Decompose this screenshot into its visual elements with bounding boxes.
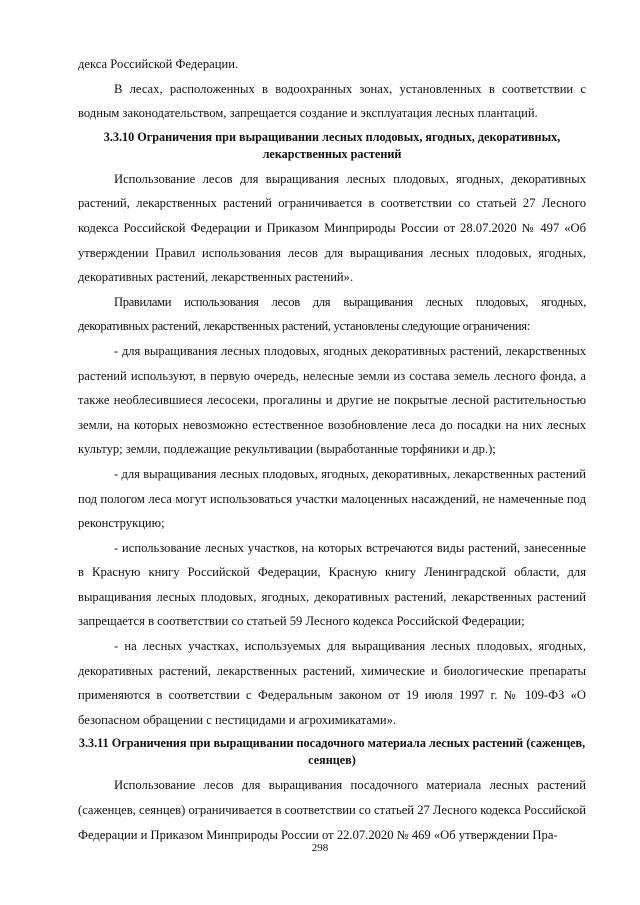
section-heading-3-3-10: 3.3.10 Ограничения при выращивании лесных плодовых, ягодных, декоративных, лекарственных растений bbox=[103, 129, 561, 161]
paragraph: декса Российской Федерации. bbox=[78, 57, 239, 71]
paragraph: Использование лесов для выращивания лесных плодовых, ягодных, декоративных растений, лекарственных растений ограничивается в соответствии со статьей 27 Лесного кодекса Российской Федерации и Приказом Минприроды России от 28.07.2020 № 497 «Об утверждении Правил использования лесов для выращивания лесных плодовых, ягодных, декоративных растений, лекарственных растений». bbox=[78, 171, 586, 285]
text-block bbox=[78, 52, 586, 847]
paragraph: - использование лесных участков, на которых встречаются виды растений, занесенные в Красную книгу Российской Федерации, Красную книгу Ленинградской области, для выращивания лесных плодовых, ягодных, декоративных растений, лекарственных растений запрещается в соответствии со статьей 59 Лесного кодекса Российской Федерации; bbox=[78, 540, 586, 629]
intro-paragraphs bbox=[78, 52, 586, 126]
section-heading-3-3-11: 3.3.11 Ограничения при выращивании посадочного материала лесных растений (саженцев, сеянцев) bbox=[78, 736, 586, 768]
paragraph: - для выращивания лесных плодовых, ягодных, декоративных, лекарственных растений под пологом леса могут использоваться участки малоценных насаждений, не намеченные под реконструкцию; bbox=[78, 466, 586, 531]
paragraph: В лесах, расположенных в водоохранных зонах, установленных в соответствии с водным законодательством, запрещается создание и эксплуатация лесных плантаций. bbox=[78, 81, 586, 121]
section-3-3-11-body bbox=[78, 773, 586, 847]
page-number: 298 bbox=[311, 842, 329, 854]
paragraph: - на лесных участках, используемых для выращивания лесных плодовых, ягодных, декоративных растений, лекарственных растений, химические и биологические препараты применяются в соответствии с Федеральным законом от 19 июля 1997 г. № 109-ФЗ «О безопасном обращении с пестицидами и агрохимикатами». bbox=[78, 639, 586, 727]
paragraph: - для выращивания лесных плодовых, ягодных декоративных растений, лекарственных растений используют, в первую очередь, нелесные земли из состава земель лесного фонда, а также необлесившиеся лесосеки, прогалины и другие не покрытые лесной растительностью земли, на которых невозможно естественное возобновление леса до посадки на них лесных культур; земли, подлежащие рекультивации (выработанные торфяники и др.); bbox=[78, 343, 586, 457]
paragraph: Правилами использования лесов для выращивания лесных плодовых, ягодных, декоративных растений, лекарственных растений, установлены следующие ограничения: bbox=[78, 294, 586, 334]
section-3-3-10-body bbox=[78, 167, 586, 733]
paragraph: Использование лесов для выращивания посадочного материала лесных растений (саженцев, сеянцев) ограничивается в соответствии со статьей 27 Лесного кодекса Российской Федерации и Приказом Минприроды России от 22.07.2020 № 469 «Об утверждении Пра- bbox=[78, 778, 586, 842]
